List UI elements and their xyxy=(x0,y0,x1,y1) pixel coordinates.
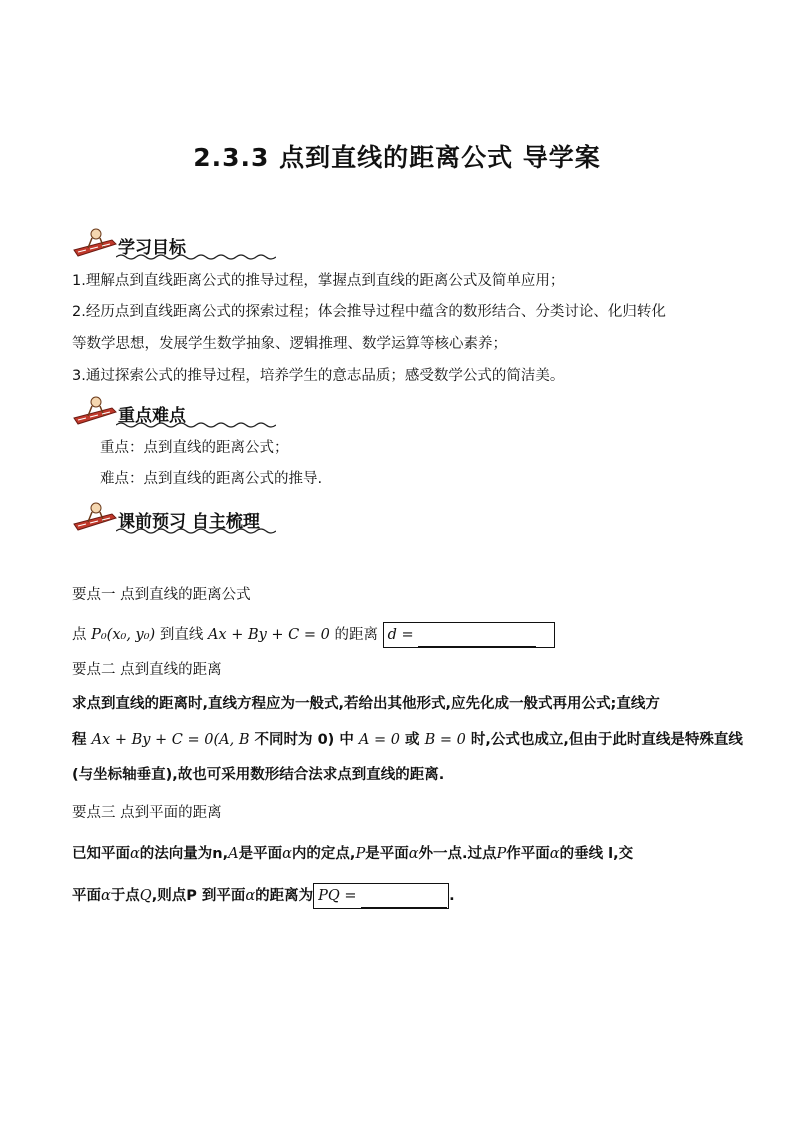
point2-text-2: 程 Ax + By + C = 0(A, B 不同时为 0) 中 A = 0 或 B = 0 时,公式也成立,但由于此时直线是特殊直线 xyxy=(72,732,743,748)
wavy-underline xyxy=(116,527,276,535)
section-heading-goals xyxy=(72,226,332,260)
goal-item-2: 2.经历点到直线距离公式的探索过程；体会推导过程中蕴含的数形结合、分类讨论、化归转化 xyxy=(72,304,666,320)
goal-item-3: 3.通过探索公式的推导过程，培养学生的意志品质；感受数学公式的简洁美。 xyxy=(72,368,565,384)
page-title: 2.3.3 点到直线的距离公式 导学案 xyxy=(193,143,601,172)
point2-text-3: (与坐标轴垂直),故也可采用数形结合法求点到直线的距离. xyxy=(72,767,445,783)
pencil-mascot-icon xyxy=(72,500,118,534)
distance-answer-box[interactable]: d = xyxy=(383,622,555,648)
wavy-underline xyxy=(116,421,276,429)
point3-text-1: 已知平面α的法向量为n,A是平面α内的定点,P是平面α外一点.过点P作平面α的垂线 l,交 xyxy=(72,846,634,862)
point1-formula-line: 点 P₀(x₀, y₀) 到直线 Ax + By + C = 0 的距离 d = xyxy=(72,622,555,648)
point-p0: P₀(x₀, y₀) xyxy=(91,627,156,643)
section-heading-preview xyxy=(72,500,332,534)
point2-heading: 要点二 点到直线的距离 xyxy=(72,662,222,678)
difficulty-line: 难点：点到直线的距离公式的推导. xyxy=(100,471,323,487)
focus-line: 重点：点到直线的距离公式； xyxy=(100,440,289,456)
plane-distance-answer-box[interactable]: PQ = xyxy=(313,883,449,909)
point2-text-1: 求点到直线的距离时,直线方程应为一般式,若给出其他形式,应先化成一般式再用公式;直线方 xyxy=(72,696,660,712)
section-title: 学习目标 xyxy=(118,238,186,258)
wavy-underline xyxy=(116,253,276,261)
point1-heading: 要点一 点到直线的距离公式 xyxy=(72,587,251,603)
section-title: 重点难点 xyxy=(118,406,186,426)
pencil-mascot-icon xyxy=(72,226,118,260)
goal-item-1: 1.理解点到直线距离公式的推导过程，掌握点到直线的距离公式及简单应用； xyxy=(72,273,565,289)
section-heading-keypoints xyxy=(72,394,332,428)
point3-heading: 要点三 点到平面的距离 xyxy=(72,805,222,821)
answer-blank[interactable] xyxy=(418,630,536,647)
pencil-mascot-icon xyxy=(72,394,118,428)
answer-blank[interactable] xyxy=(361,891,447,908)
point3-text-2: 平面α于点Q,则点P 到平面α的距离为 PQ = . xyxy=(72,883,455,909)
line-equation: Ax + By + C = 0 xyxy=(207,627,330,643)
goal-item-2-cont: 等数学思想，发展学生数学抽象、逻辑推理、数学运算等核心素养； xyxy=(72,336,507,352)
section-title: 课前预习 自主梳理 xyxy=(118,512,260,532)
